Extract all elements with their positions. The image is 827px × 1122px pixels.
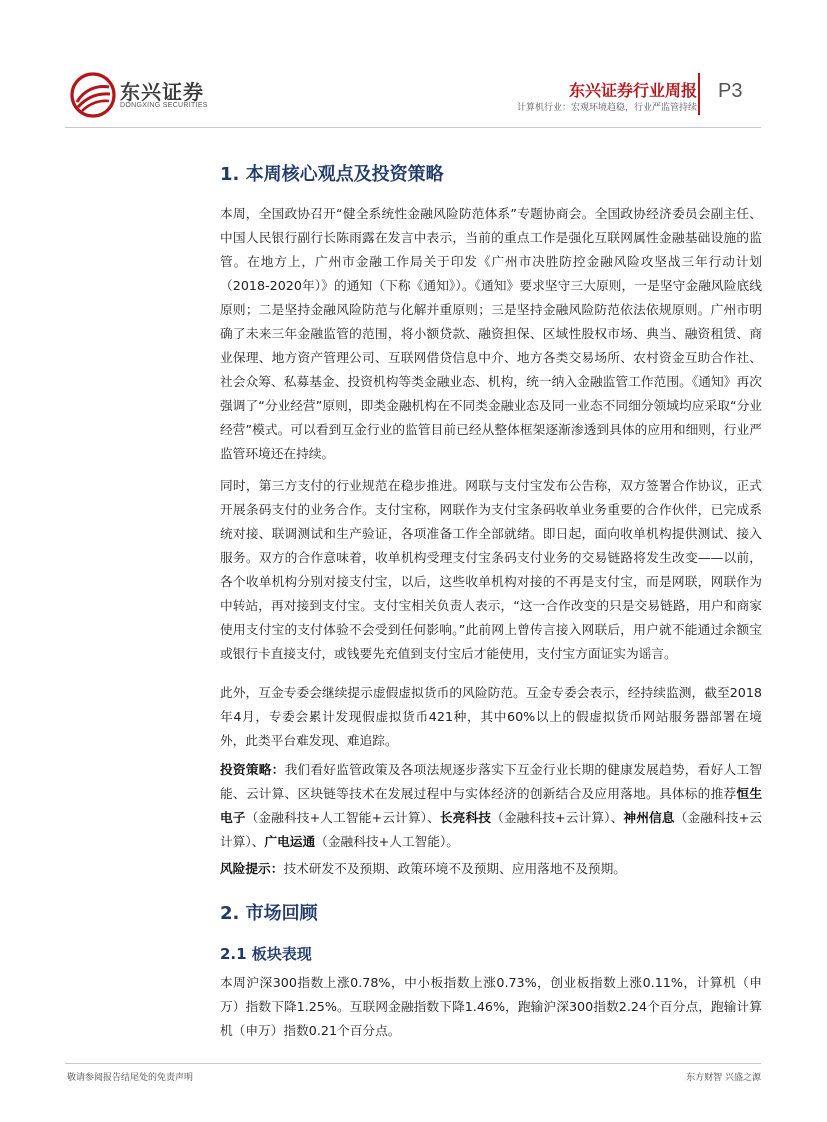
paragraph-market: 本周沪深300指数上涨0.78%，中小板指数上涨0.73%，创业板指数上涨0.11%，计算机（申万）指数下降1.25%。互联网金融指数下降1.46%，跑输沪深300指数2.24个百分点，跑输计算机（申万）指数0.21个百分点。 (220, 975, 762, 1038)
stock-note: （金融科技+云计算）、 (491, 810, 624, 825)
logo-text-en: DONGXING SECURITIES (120, 102, 208, 109)
footer-rule (65, 1063, 761, 1064)
page-number: P3 (718, 80, 743, 102)
paragraph-strategy (220, 758, 762, 854)
paragraph-regulation: 本周，全国政协召开“健全系统性金融风险防范体系”专题协商会。全国政协经济委员会副主任、中国人民银行副行长陈雨露在发言中表示，当前的重点工作是强化互联网属性金融基础设施的监管。在地方上，广州市金融工作局关于印发《广州市决胜防控金融风险攻坚战三年行动计划（2018-2020年）》的通知（下称《通知》）。《通知》要求坚守三大原则，一是坚守金融风险底线原则；二是坚持金融风险防范与化解并重原则；三是坚持金融风险防范依法依规原则。广州市明确了未来三年金融监管的范围，将小额贷款、融资担保、区域性股权市场、典当、融资租赁、商业保理、地方资产管理公司、互联网借贷信息中介、地方各类交易场所、农村资金互助合作社、社会众筹、私募基金、投资机构等类金融业态、机构，统一纳入金融监管工作范围。《通知》再次强调了“分业经营”原则，即类金融机构在不同类金融业态及同一业态不同细分领域均应采取“分业经营”模式。可以看到互金行业的监管目前已经从整体框架逐渐渗透到具体的应用和细则，行业严监管环境还在持续。 (220, 206, 762, 461)
risk-label: 风险提示： (220, 861, 284, 876)
report-subtitle: 计算机行业：宏观环境趋稳，行业严监管持续 (516, 103, 697, 113)
company-logo (70, 72, 210, 120)
logo-text-cn: 东兴证券 (120, 80, 204, 104)
paragraph-payment: 同时，第三方支付的行业规范在稳步推进。网联与支付宝发布公告称，双方签署合作协议，正式开展条码支付的业务合作。支付宝称，网联作为支付宝条码收单业务重要的合作伙伴，已完成系统对接、联调测试和生产验证，各项准备工作全部就绪。即日起，面向收单机构提供测试、接入服务。双方的合作意味着，收单机构受理支付宝条码支付业务的交易链路将发生改变——以前，各个收单机构分别对接支付宝，以后，这些收单机构对接的不再是支付宝，而是网联，网联作为中转站，再对接到支付宝。支付宝相关负责人表示，“这一合作改变的只是交易链路，用户和商家使用支付宝的支付体验不会受到任何影响。”此前网上曾传言接入网联后，用户就不能通过余额宝或银行卡直接支付，或钱要先充值到支付宝后才能使用，支付宝方面证实为谣言。 (220, 478, 762, 661)
stock-note: （金融科技+云计算）、 (220, 810, 763, 849)
paragraph-risk (220, 857, 762, 881)
footer-slogan: 东方财智 兴盛之源 (686, 1073, 761, 1083)
stock-note: （金融科技+人工智能）。 (315, 834, 459, 849)
strategy-text: 我们看好监管政策及各项法规逐步落实下互金行业长期的健康发展趋势，看好人工智能、云计算、区块链等技术在发展过程中与实体经济的创新结合及应用落地。具体标的推荐 (220, 762, 763, 801)
logo-emblem-icon (70, 72, 116, 118)
subsection-heading-2-1: 2.1 板块表现 (220, 945, 312, 963)
stock-sunline: 长亮科技 (439, 810, 492, 825)
stock-dcits: 神州信息 (623, 810, 675, 825)
stock-grgbanking: 广电运通 (264, 834, 316, 849)
stock-note: （金融科技+人工智能+云计算）、 (245, 810, 440, 825)
section-heading-2: 2. 市场回顾 (220, 903, 318, 924)
strategy-label: 投资策略： (220, 762, 285, 777)
stock-hundsun: 恒生电子 (220, 786, 763, 825)
report-title: 东兴证券行业周报 (568, 81, 697, 100)
header-rule (65, 127, 761, 128)
risk-text: 技术研发不及预期、政策环境不及预期、应用落地不及预期。 (283, 861, 626, 876)
footer-disclaimer: 敬请参阅报告结尾处的免责声明 (67, 1073, 194, 1083)
paragraph-crypto: 此外，互金专委会继续提示虚假虚拟货币的风险防范。互金专委会表示，经持续监测，截至2018年4月，专委会累计发现假虚拟货币421种，其中60%以上的假虚拟货币网站服务器部署在境外，此类平台难发现、难追踪。 (220, 685, 762, 748)
header-divider (698, 73, 700, 115)
section-heading-1: 1. 本周核心观点及投资策略 (220, 164, 444, 185)
